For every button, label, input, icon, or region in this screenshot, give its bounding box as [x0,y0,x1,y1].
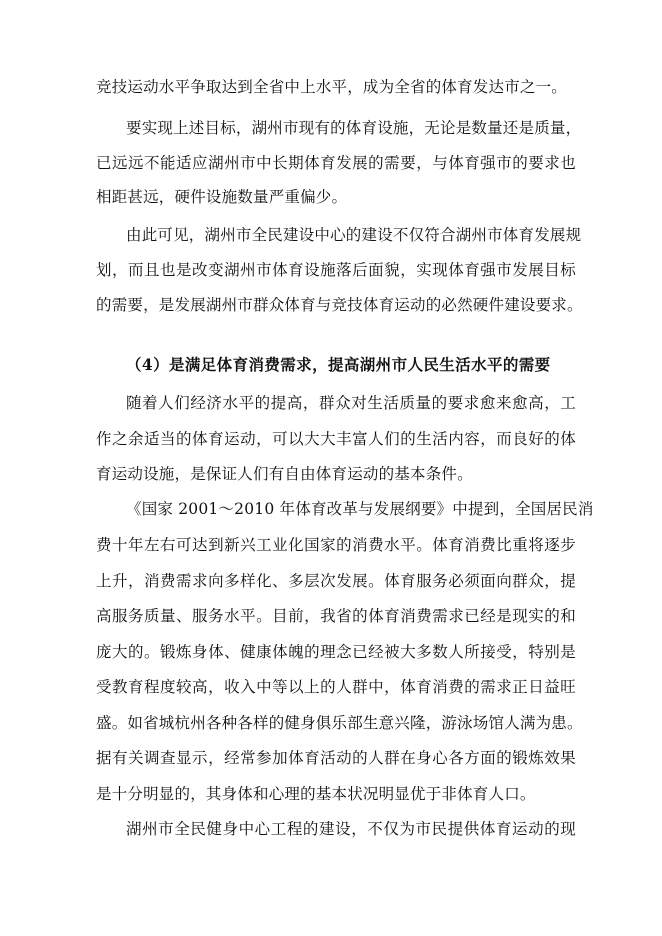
paragraph-3-line-2: 划，而且也是改变湖州市体育设施落后面貌，实现体育强市发展目标 [96,261,576,279]
paragraph-5-line-6: 受教育程度较高，收入中等以上的人群中，体育消费的需求正日益旺 [96,678,576,696]
paragraph-5-line-7: 盛。如省城杭州各种各样的健身俱乐部生意兴隆，游泳场馆人满为患。 [96,714,583,732]
paragraph-5-line-4: 高服务质量、服务水平。目前，我省的体育消费需求已经是现实的和 [96,607,576,625]
paragraph-4-line-1: 随着人们经济水平的提高，群众对生活质量的要求愈来愈高，工 [126,394,576,412]
paragraph-5-line-2: 费十年左右可达到新兴工业化国家的消费水平。体育消费比重将逐步 [96,536,576,554]
paragraph-3-line-3: 的需要，是发展湖州市群众体育与竞技体育运动的必然硬件建设要求。 [96,296,583,314]
paragraph-2-line-2: 已远远不能适应湖州市中长期体育发展的需要，与体育强市的要求也 [96,154,576,172]
paragraph-5-line-9: 是十分明显的，其身体和心理的基本状况明显优于非体育人口。 [96,785,536,803]
paragraph-1-line-1: 竞技运动水平争取达到全省中上水平，成为全省的体育发达市之一。 [96,78,568,96]
paragraph-4-line-3: 育运动设施，是保证人们有自由体育运动的基本条件。 [96,465,473,483]
paragraph-4-line-2: 作之余适当的体育运动，可以大大丰富人们的生活内容，而良好的体 [96,430,576,448]
paragraph-5-line-5: 庞大的。锻炼身体、健康体魄的理念已经被大多数人所接受，特别是 [96,643,576,661]
paragraph-5-line-1: 《国家 2001～2010 年体育改革与发展纲要》中提到，全国居民消 [126,500,594,518]
paragraph-5-line-8: 据有关调查显示，经常参加体育活动的人群在身心各方面的锻炼效果 [96,749,576,767]
paragraph-2-line-3: 相距甚远，硬件设施数量严重偏少。 [96,188,348,206]
paragraph-2-line-1: 要实现上述目标，湖州市现有的体育设施，无论是数量还是质量， [126,119,582,137]
paragraph-6-line-1: 湖州市全民健身中心工程的建设，不仅为市民提供体育运动的现 [126,820,576,838]
section-heading: （4）是满足体育消费需求，提高湖州市人民生活水平的需要 [126,355,551,374]
paragraph-3-line-1: 由此可见，湖州市全民建设中心的建设不仅符合湖州市体育发展规 [126,226,582,244]
paragraph-5-line-3: 上升，消费需求向多样化、多层次发展。体育服务必须面向群众，提 [96,572,576,590]
